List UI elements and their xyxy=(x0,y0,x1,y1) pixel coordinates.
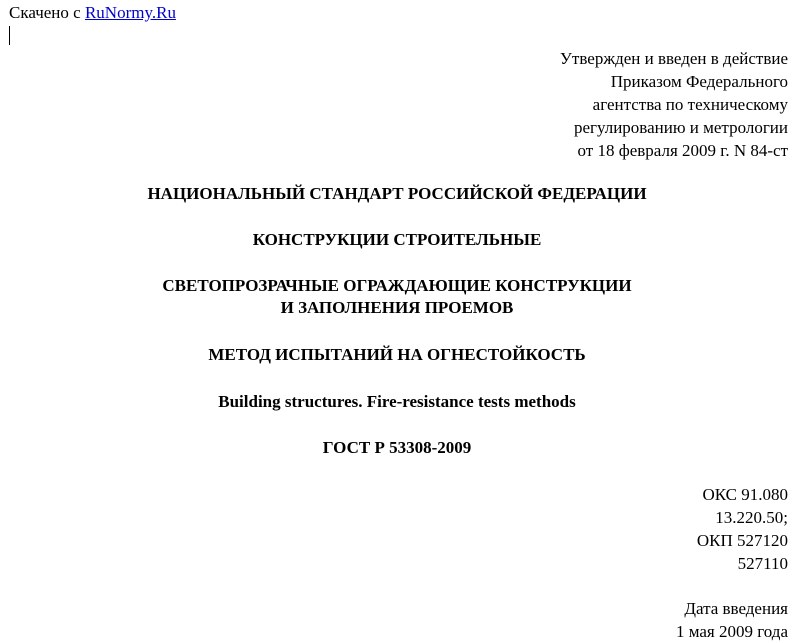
classification-codes xyxy=(697,483,788,575)
introduction-date xyxy=(676,597,788,643)
intro-date-value: 1 мая 2009 года xyxy=(675,622,788,641)
subject-line-1: СВЕТОПРОЗРАЧНЫЕ ОГРАЖДАЮЩИЕ КОНСТРУКЦИИ xyxy=(162,276,632,295)
approval-line: от 18 февраля 2009 г. N 84-ст xyxy=(577,141,788,160)
approval-line: Приказом Федерального xyxy=(610,72,788,91)
source-link[interactable]: RuNormy.Ru xyxy=(84,3,176,22)
approval-line: Утвержден и введен в действие xyxy=(559,49,788,68)
designation-text: ГОСТ Р 53308-2009 xyxy=(322,438,472,457)
code-line: 527110 xyxy=(737,554,788,573)
subject-heading xyxy=(0,275,794,319)
english-title xyxy=(0,391,794,413)
code-line: ОКП 527120 xyxy=(696,531,788,550)
standard-designation xyxy=(0,437,794,459)
source-note xyxy=(9,3,176,23)
code-line: 13.220.50; xyxy=(715,508,788,527)
text-cursor xyxy=(9,26,10,45)
construction-text: КОНСТРУКЦИИ СТРОИТЕЛЬНЫЕ xyxy=(252,230,542,249)
approval-line: агентства по техническому xyxy=(592,95,788,114)
method-heading xyxy=(0,344,794,366)
method-text: МЕТОД ИСПЫТАНИЙ НА ОГНЕСТОЙКОСТЬ xyxy=(208,345,586,364)
approval-block xyxy=(560,47,788,162)
english-title-text: Building structures. Fire-resistance tests methods xyxy=(218,392,576,411)
subject-line-2: И ЗАПОЛНЕНИЯ ПРОЕМОВ xyxy=(280,298,514,317)
approval-line: регулированию и метрологии xyxy=(573,118,788,137)
national-standard-heading xyxy=(0,183,794,205)
source-prefix: Скачено с xyxy=(9,3,85,22)
national-standard-text: НАЦИОНАЛЬНЫЙ СТАНДАРТ РОССИЙСКОЙ ФЕДЕРАЦИИ xyxy=(147,184,647,203)
construction-heading xyxy=(0,229,794,251)
intro-date-label: Дата введения xyxy=(684,599,788,618)
code-line: ОКС 91.080 xyxy=(702,485,788,504)
